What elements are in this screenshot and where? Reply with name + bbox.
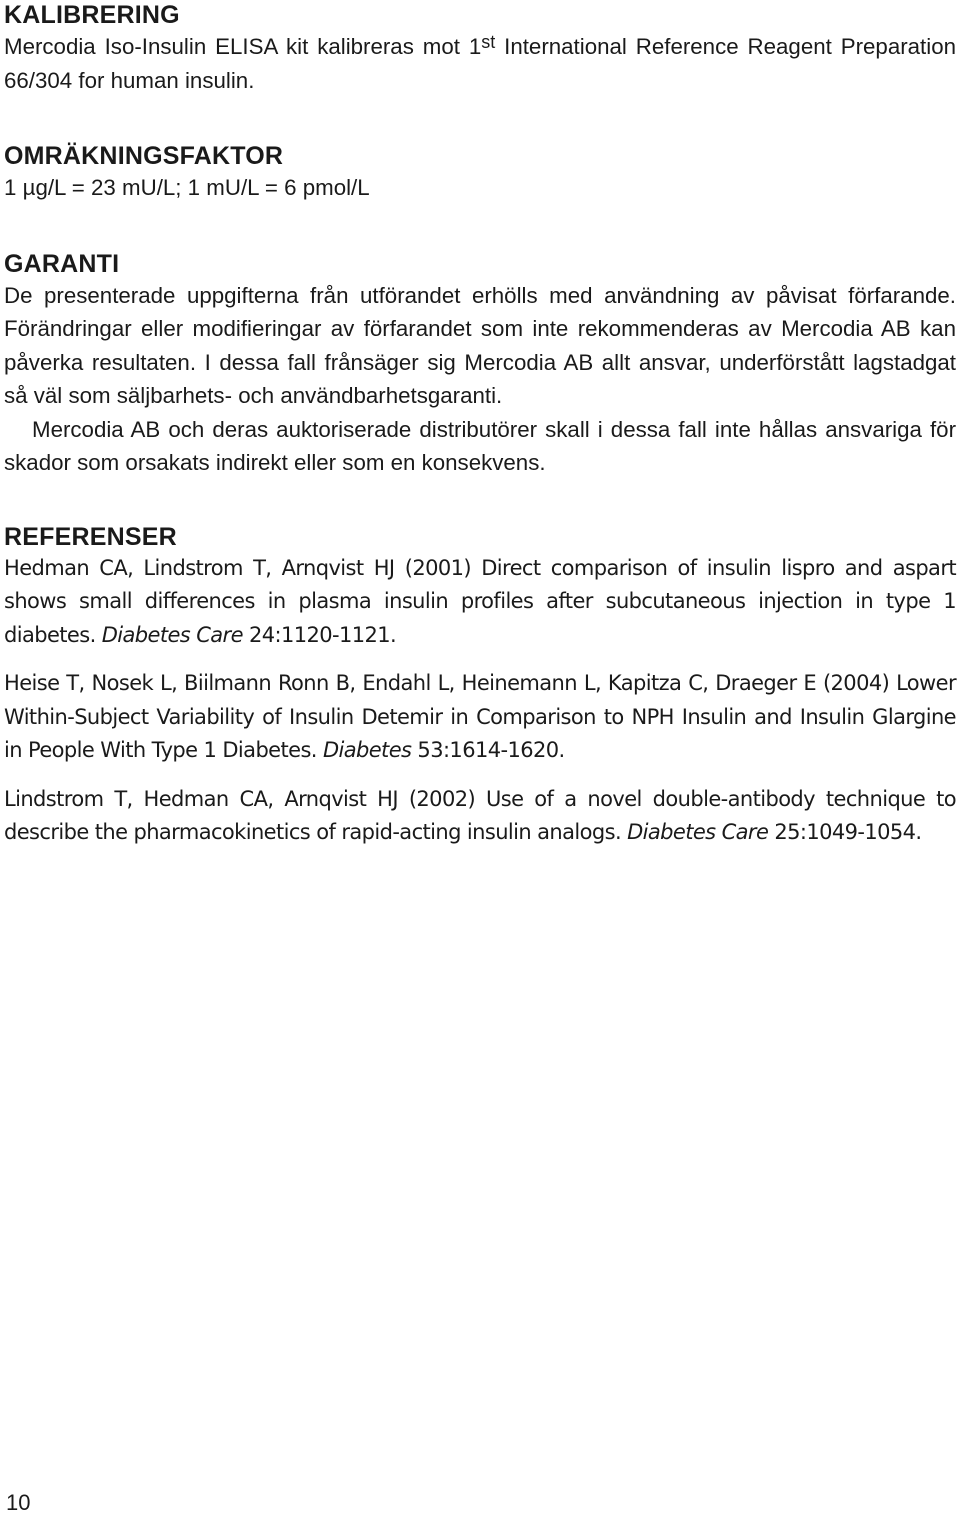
reference-list (4, 552, 956, 850)
kalibrering-text-end: International Reference Reagent Preparation 66/304 for human insulin. (4, 34, 956, 93)
page-number: 10 (6, 1490, 31, 1515)
reference-item (4, 783, 956, 850)
reference-citation: 24:1120-1121. (242, 622, 397, 647)
section-garanti (4, 249, 956, 480)
section-kalibrering (4, 0, 956, 97)
conversion-factor-text: 1 µg/L = 23 mU/L; 1 mU/L = 6 pmol/L (4, 175, 370, 200)
reference-journal: Diabetes (322, 738, 412, 762)
reference-text: Lindstrom T, Hedman CA, Arnqvist HJ (2002) Use of a novel double-antibody technique to describe the pharmacokinetics of rapid-acting insulin analogs. (4, 786, 956, 844)
section-referenser (4, 522, 956, 850)
kalibrering-text (4, 30, 956, 97)
section-heading-omrakningsfaktor: OMRÄKNINGSFAKTOR (4, 142, 284, 170)
reference-journal: Diabetes Care (627, 820, 769, 844)
garanti-paragraph-2: Mercodia AB och deras auktoriserade distributörer skall i dessa fall inte hållas ansvariga för skador som orsakats indirekt eller som en konsekvens. (4, 416, 956, 475)
reference-citation: 53:1614-1620. (411, 738, 565, 762)
document-page (4, 0, 956, 850)
reference-citation: 25:1049-1054. (768, 820, 922, 844)
section-heading-garanti: GARANTI (4, 249, 120, 278)
kalibrering-text-start: Mercodia Iso-Insulin ELISA kit kalibreras mot 1 (4, 34, 482, 59)
section-heading-referenser: REFERENSER (4, 522, 177, 551)
reference-item (4, 552, 956, 653)
garanti-paragraph-1: De presenterade uppgifterna från utförandet erhölls med användning av påvisat förfarande. Förändringar eller modifieringar av förfarandet som inte rekommenderas av Mercodia AB kan påverka resultaten. I dessa fall frånsäger sig Mercodia AB allt ansvar, underförstått lagstadgat så väl som säljbarhets- och användbarhetsgaranti. (4, 282, 956, 408)
section-heading-kalibrering: KALIBRERING (4, 1, 180, 29)
reference-journal: Diabetes Care (101, 622, 243, 647)
reference-text: Hedman CA, Lindstrom T, Arnqvist HJ (2001) Direct comparison of insulin lispro and aspart shows small differences in plasma insulin profiles after subcutaneous injection in type 1 diabetes. (4, 555, 956, 647)
section-omrakningsfaktor (4, 141, 956, 205)
reference-item (4, 667, 956, 768)
ordinal-superscript: st (481, 32, 496, 52)
reference-text: Heise T, Nosek L, Biilmann Ronn B, Endahl L, Heinemann L, Kapitza C, Draeger E (2004) Lower Within-Subject Variability of Insulin Detemir in Comparison to NPH Insulin and Insulin Glargine in People With Type 1 Diabetes. (4, 671, 956, 762)
